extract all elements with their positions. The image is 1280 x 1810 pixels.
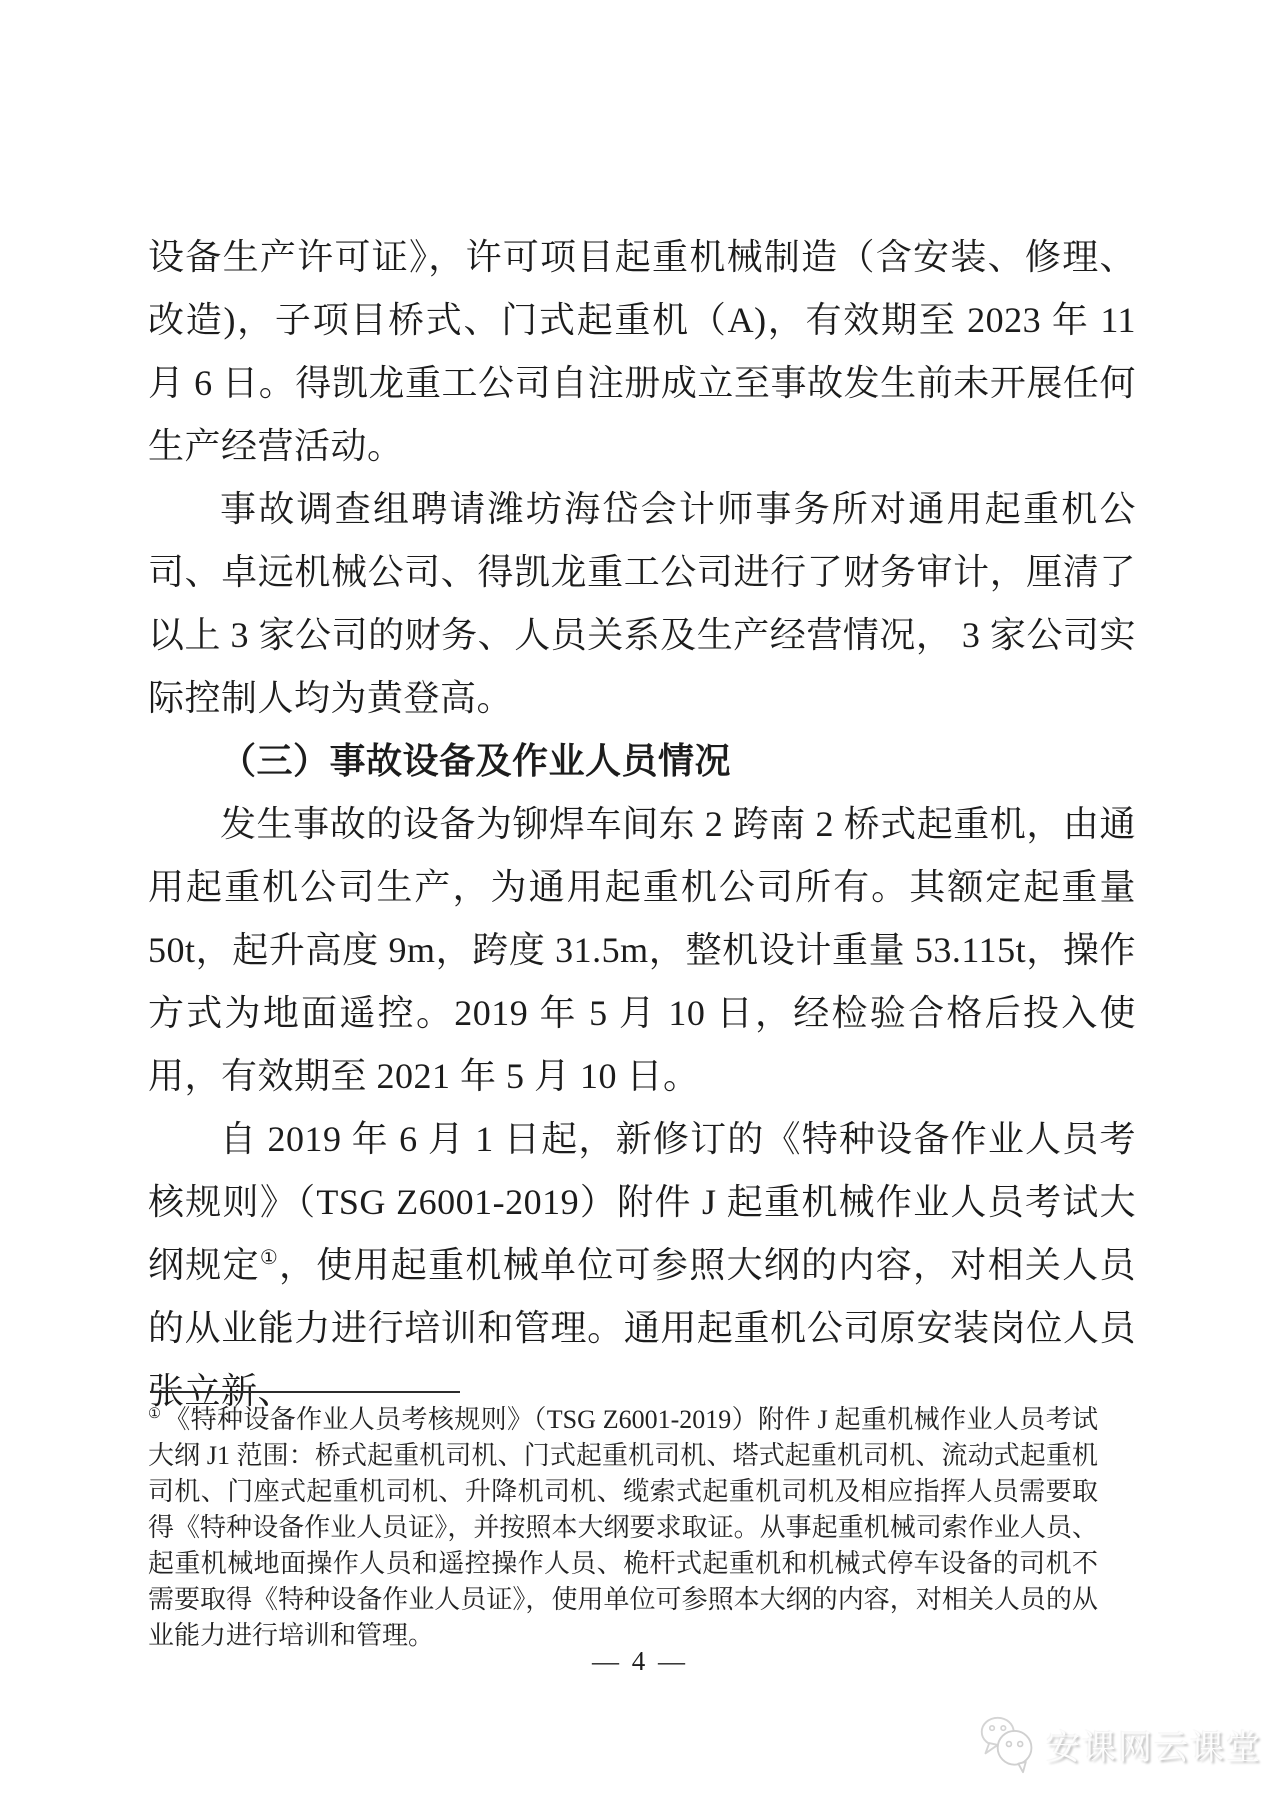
paragraph-exam-rules-text-end: ，使用起重机械单位可参照大纲的内容，对相关人员的从业能力进行培训和管理。通用起重机公司原安装岗位人员张立新、 bbox=[148, 1245, 1136, 1411]
footnote-reference-mark: ① bbox=[259, 1247, 279, 1269]
footnote-block bbox=[148, 1402, 1098, 1654]
paragraph-financial-audit: 事故调查组聘请潍坊海岱会计师事务所对通用起重机公司、卓远机械公司、得凯龙重工公司进行了财务审计，厘清了以上 3 家公司的财务、人员关系及生产经营情况， 3 家公司实际控制人均为黄登高。 bbox=[148, 489, 1136, 718]
footnote-marker: ① bbox=[148, 1406, 162, 1423]
footnote-text: 《特种设备作业人员考核规则》（TSG Z6001-2019）附件 J 起重机械作业人员考试大纲 J1 范围：桥式起重机司机、门式起重机司机、塔式起重机司机、流动式起重机司机、门座式起重机司机、升降机司机、缆索式起重机司机及相应指挥人员需要取得《特种设备作业人员证》，并按照本大纲要求取证。从事起重机械司索作业人员、起重机械地面操作人员和遥控操作人员、桅杆式起重机和机械式停车设备的司机不需要取得《特种设备作业人员证》，使用单位可参照本大纲的内容，对相关人员的从业能力进行培训和管理。 bbox=[148, 1405, 1098, 1650]
watermark bbox=[978, 1714, 1262, 1774]
page-number: — 4 — bbox=[592, 1646, 688, 1676]
paragraph-equipment-info: 发生事故的设备为铆焊车间东 2 跨南 2 桥式起重机，由通用起重机公司生产，为通用起重机公司所有。其额定起重量 50t，起升高度 9m，跨度 31.5m，整机设计重量 53.115t，操作方式为地面遥控。2019 年 5 月 10 日，经检验合格后投入使用，有效期至 2021 年 5 月 10 日。 bbox=[148, 804, 1136, 1096]
watermark-text: 安课网云课堂 bbox=[1046, 1728, 1262, 1767]
document-body bbox=[148, 226, 1136, 1423]
section-heading: （三）事故设备及作业人员情况 bbox=[220, 741, 732, 781]
paragraph-exam-rules bbox=[148, 1108, 1136, 1423]
paragraph-exam-rules-text-start: 自 2019 年 6 月 1 日起，新修订的《特种设备作业人员考核规则》（TSG Z6001-2019）附件 J 起重机械作业人员考试大纲规定 bbox=[148, 1119, 1136, 1285]
chat-bubbles-icon bbox=[978, 1714, 1038, 1774]
paragraph-license-continuation: 设备生产许可证》，许可项目起重机械制造（含安装、修理、改造)，子项目桥式、门式起重机（A)，有效期至 2023 年 11 月 6 日。得凯龙重工公司自注册成立至事故发生前未开展任何生产经营活动。 bbox=[148, 237, 1136, 466]
footnote-separator bbox=[150, 1391, 460, 1393]
